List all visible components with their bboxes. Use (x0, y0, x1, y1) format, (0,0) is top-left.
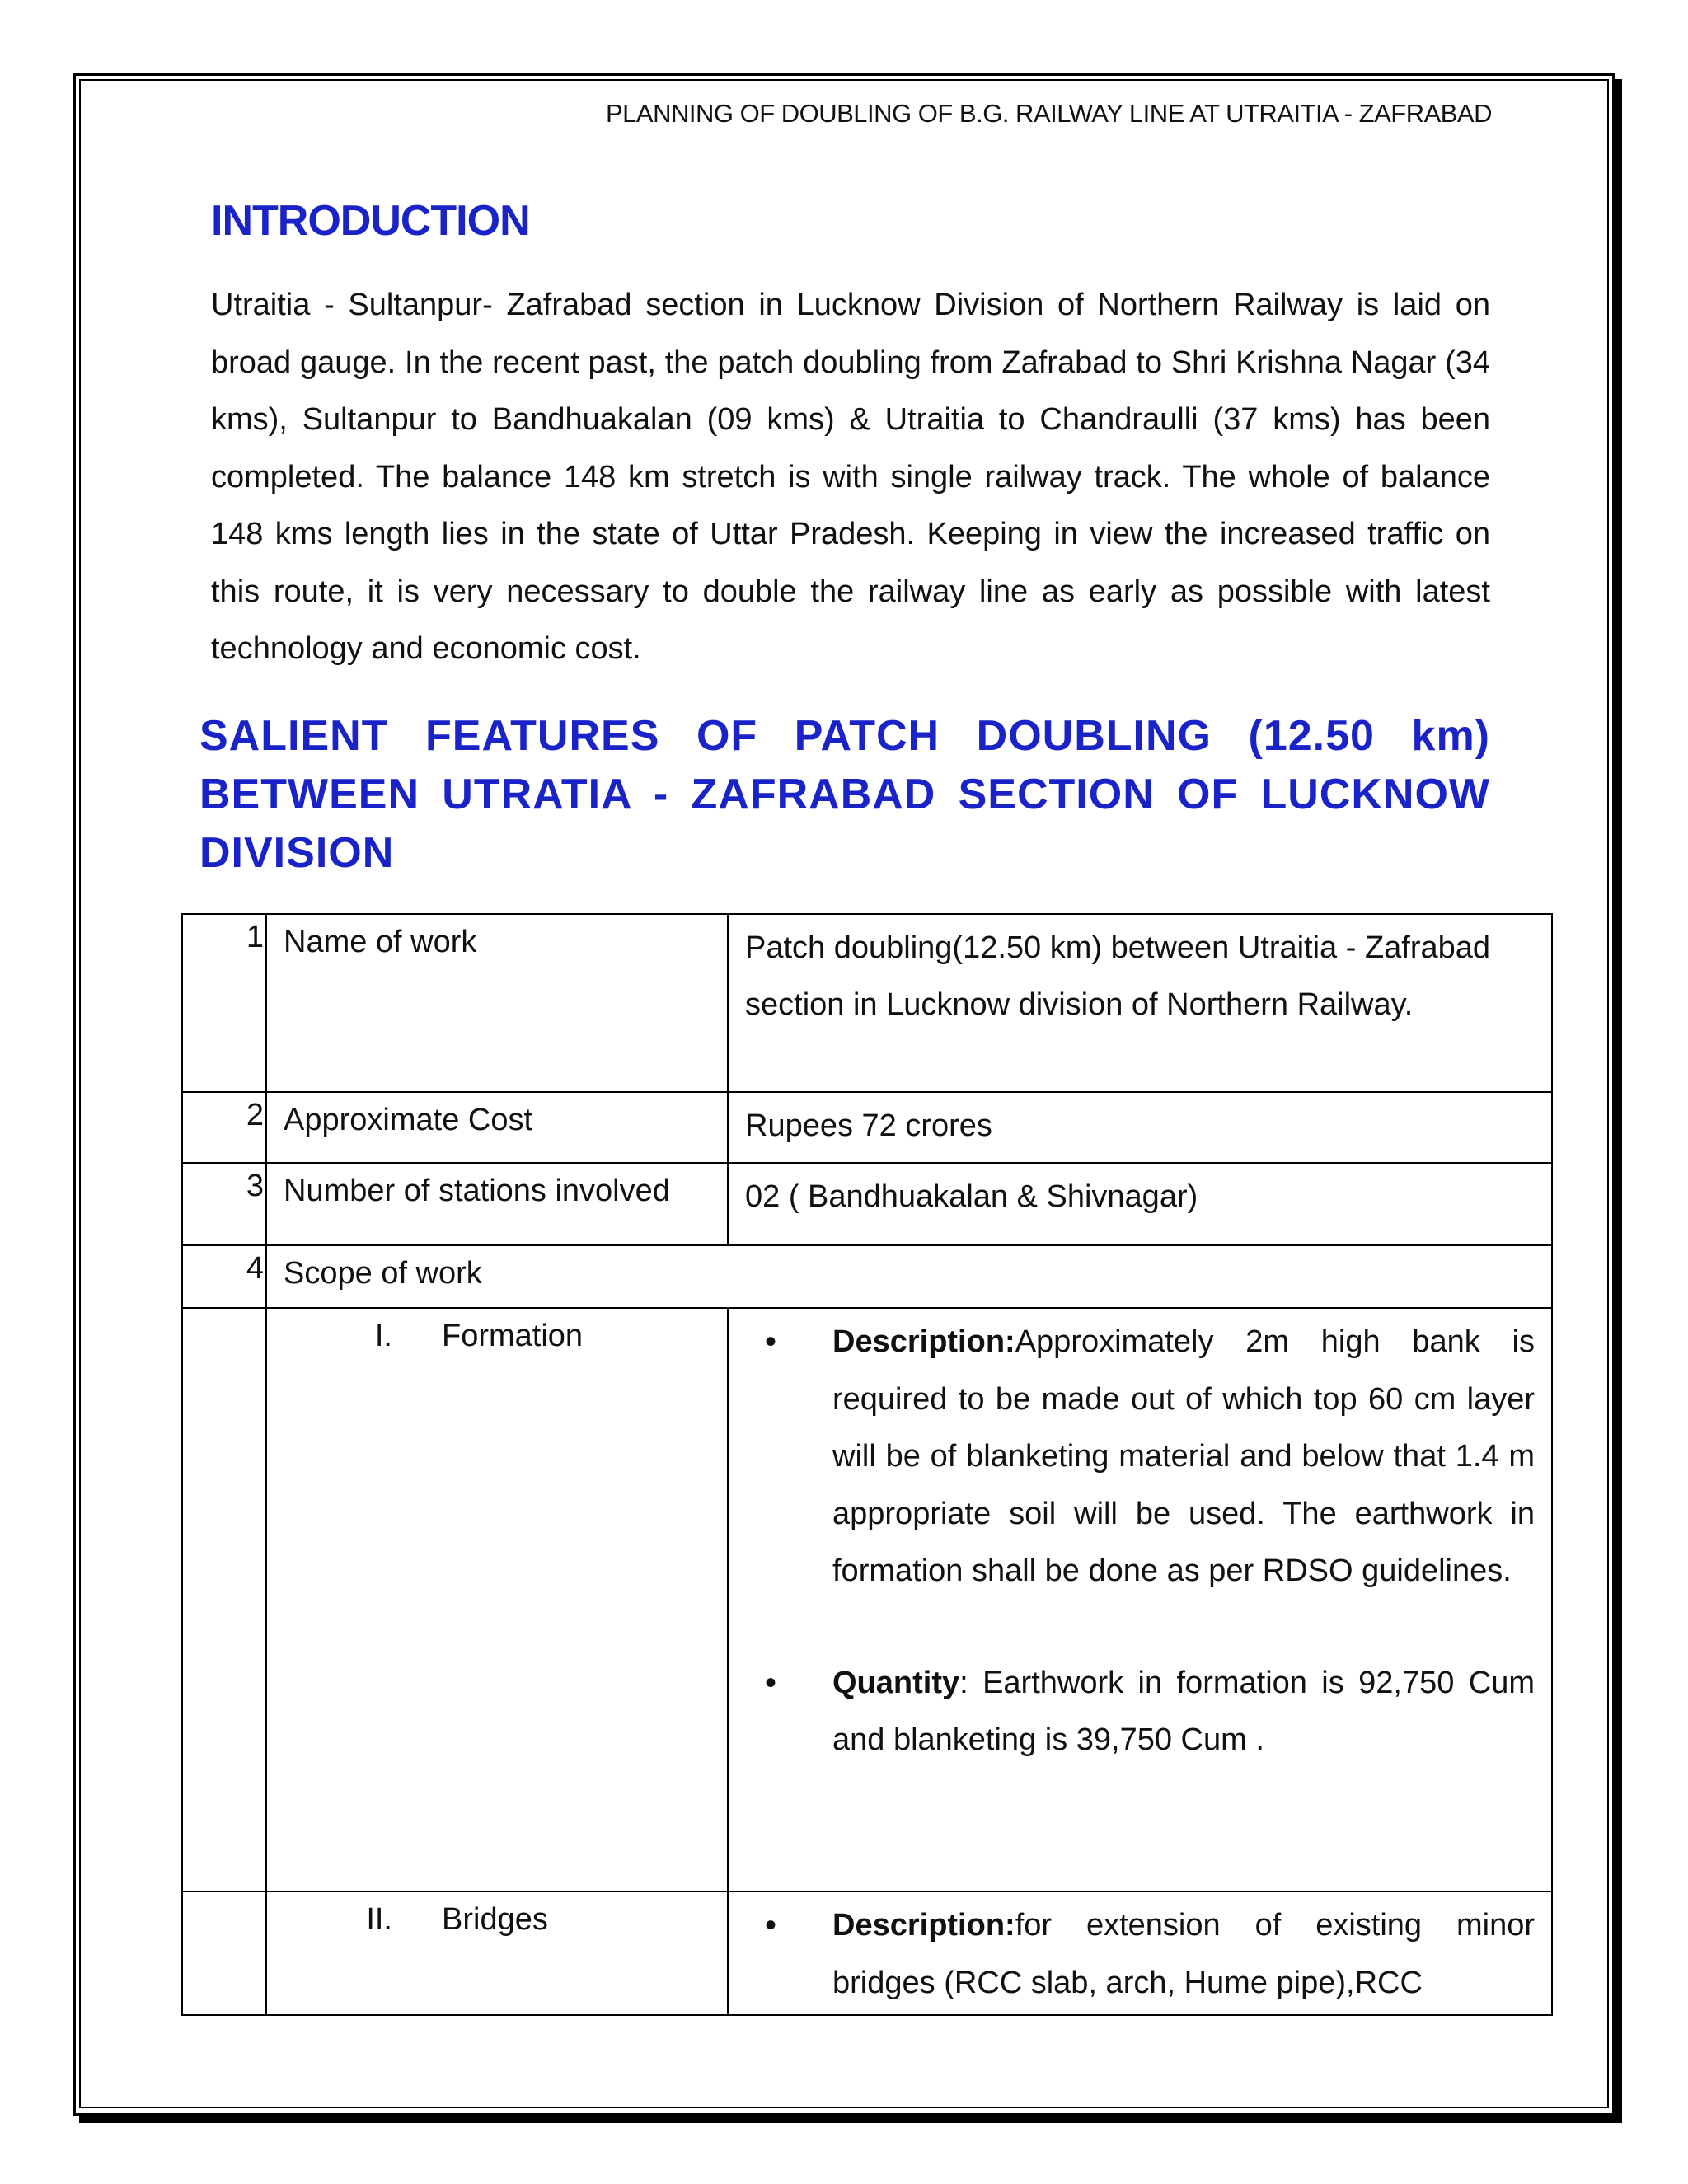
row-label: Approximate Cost (284, 1103, 533, 1137)
row-number: 4 (246, 1251, 264, 1286)
row-label: Name of work (284, 925, 477, 959)
row-number-cell (182, 1891, 266, 2015)
row-number-cell (182, 1092, 266, 1163)
row-number-cell (182, 1245, 266, 1308)
bullet-key: Description: (832, 1908, 1015, 1943)
table-row (182, 1092, 1552, 1163)
row-label: Number of stations involved (284, 1174, 670, 1208)
scope-item-label (284, 1897, 710, 1942)
table-row (182, 1308, 1552, 1891)
row-label-cell (266, 1163, 728, 1245)
scope-bullet-list (729, 1897, 1535, 2012)
running-header: PLANNING OF DOUBLING OF B.G. RAILWAY LINE AT UTRAITIA - ZAFRABAD (605, 99, 1492, 128)
table-row (182, 1891, 1552, 2015)
salient-features-heading: SALIENT FEATURES OF PATCH DOUBLING (12.50 km) BETWEEN UTRATIA - ZAFRABAD SECTION OF LUCKNOW DIVISION (199, 712, 1490, 877)
row-label-cell (266, 1092, 728, 1163)
row-number-cell (182, 914, 266, 1092)
page-frame-shadow-right (1615, 79, 1622, 2123)
row-label-cell (266, 914, 728, 1092)
row-label: Scope of work (284, 1256, 482, 1291)
row-number: 1 (246, 920, 264, 954)
row-number: 2 (246, 1098, 264, 1132)
row-number-cell (182, 1163, 266, 1245)
scope-item-value-cell (728, 1308, 1552, 1891)
row-number-cell (182, 1308, 266, 1891)
salient-features-table (181, 913, 1553, 2016)
row-value-cell: Rupees 72 crores (728, 1092, 1552, 1163)
bullet-key: Description: (832, 1324, 1015, 1359)
page-frame-shadow-bottom (79, 2116, 1622, 2123)
bullet-text: for extension of existing minor bridges (RCC slab, arch, Hume pipe),RCC (832, 1908, 1535, 2000)
row-label-cell (266, 1245, 1552, 1308)
list-item (729, 1314, 1535, 1601)
scope-item-value-cell (728, 1891, 1552, 2015)
table-row (182, 1163, 1552, 1245)
scope-item-label-cell (266, 1308, 728, 1891)
scope-item-name: Bridges (442, 1902, 548, 1937)
bullet-text: Approximately 2m high bank is required to be made out of which top 60 cm layer will be of blanketing material and below that 1.4 m appropriate soil will be used. The earthwork in formation shall be done as per RDSO guidelines. (832, 1324, 1535, 1588)
scope-item-numeral: II. (366, 1902, 392, 1937)
bullet-key: Quantity (832, 1665, 960, 1700)
list-item (729, 1655, 1535, 1769)
row-value-cell: 02 ( Bandhuakalan & Shivnagar) (728, 1163, 1552, 1245)
scope-item-label-cell (266, 1891, 728, 2015)
scope-item-numeral: I. (374, 1319, 392, 1353)
row-value-cell: Patch doubling(12.50 km) between Utraitia - Zafrabad section in Lucknow division of Northern Railway. (728, 914, 1552, 1092)
bullet-text: : Earthwork in formation is 92,750 Cum and blanketing is 39,750 Cum . (832, 1665, 1535, 1757)
scope-item-label (284, 1314, 710, 1358)
introduction-heading: INTRODUCTION (211, 197, 530, 245)
introduction-paragraph: Utraitia - Sultanpur- Zafrabad section in Lucknow Division of Northern Railway is laid on broad gauge. In the recent past, the patch doubling from Zafrabad to Shri Krishna Nagar (34 kms), Sultanpur to Bandhuakalan (09 kms) & Utraitia to Chandraulli (37 kms) has been completed. The balance 148 km stretch is with single railway track. The whole of balance 148 kms length lies in the state of Uttar Pradesh. Keeping in view the increased traffic on this route, it is very necessary to double the railway line as early as possible with latest technology and economic cost. (211, 288, 1490, 666)
table-row (182, 1245, 1552, 1308)
scope-bullet-list (729, 1314, 1535, 1769)
table-row (182, 914, 1552, 1092)
row-number: 3 (246, 1169, 264, 1203)
scope-item-name: Formation (442, 1319, 584, 1353)
list-item (729, 1897, 1535, 2012)
